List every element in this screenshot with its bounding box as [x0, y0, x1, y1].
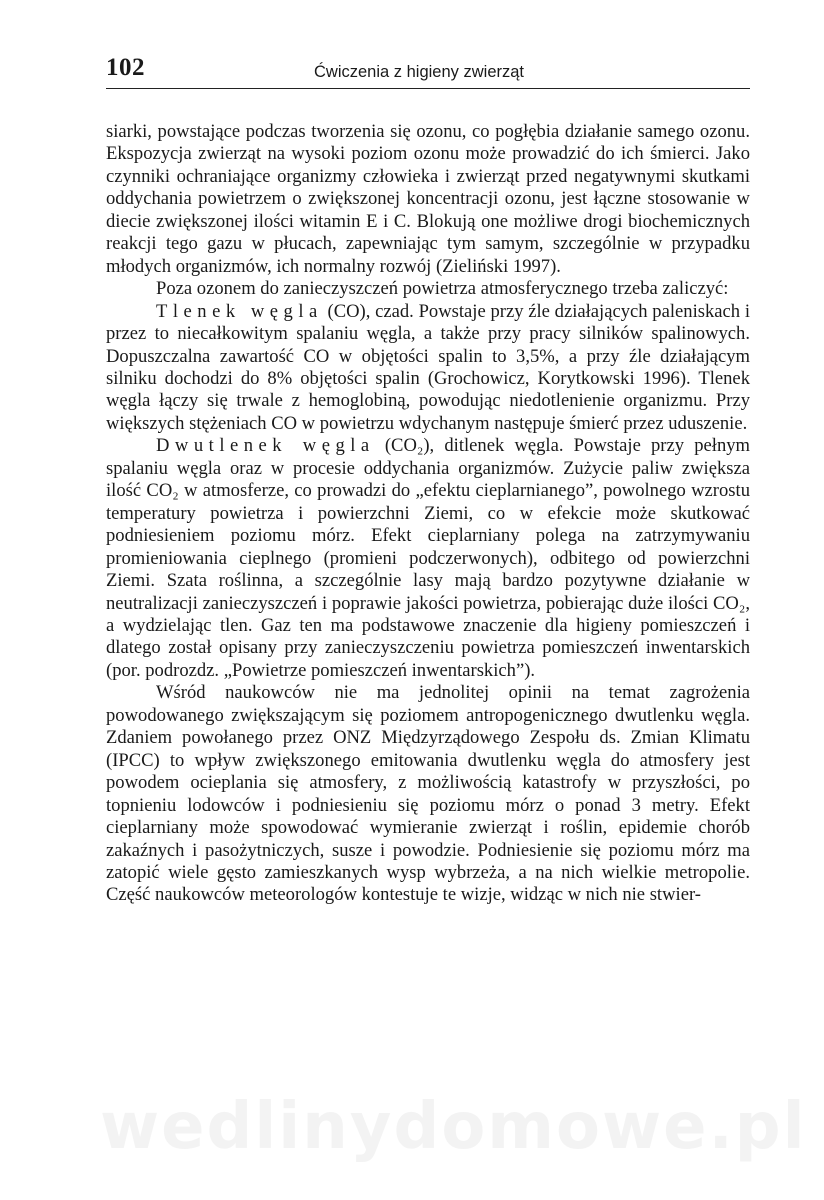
- paragraph-carbon-dioxide: [106, 435, 750, 682]
- term-carbon-monoxide: Tlenek węgla: [156, 300, 323, 322]
- page-header: [106, 52, 750, 92]
- paragraph-carbon-monoxide: [106, 301, 750, 436]
- running-title: Ćwiczenia z higieny zwierząt: [314, 63, 524, 81]
- header-rule: [106, 88, 750, 89]
- paragraph-ozone-continuation: siarki, powstające podczas tworzenia się ozonu, co pogłębia działanie samego ozonu. Ekspozycja zwierząt na wysoki poziom ozonu może prowadzić do ich śmierci. Jako czynniki ochraniające organizmy człowieka i zwierząt przed negatywnymi skutkami oddychania powietrzem o zwiększonej koncentracji ozonu, jest łączne stosowanie w diecie zwiększonej ilości witamin E i C. Blokują one możliwe drogi biochemicznych reakcji tego gazu w płucach, zapewniając tym samym, szczególnie w przypadku młodych organizmów, ich normalny rozwój (Zieliński 1997).: [106, 121, 750, 277]
- watermark: wedlinydomowe.pl: [100, 1090, 807, 1164]
- page-number: 102: [106, 54, 145, 81]
- body-text: [106, 121, 750, 907]
- carbon-dioxide-text: (CO₂), ditlenek węgla. Powstaje przy pełnym spalaniu węgla oraz w procesie oddychania organizmów. Zużycie paliw zwiększa ilość CO₂ w atmosferze, co prowadzi do „efektu cieplarnianego”, powolnego wzrostu temperatury powietrza i powierzchni Ziemi, co w efekcie może skutkować podniesieniem poziomu mórz. Efekt cieplarniany polega na zatrzymywaniu promieniowania cieplnego (promieni podczerwonych), odbitego od powierzchni Ziemi. Szata roślinna, a szczególnie lasy mają bardzo pozytywne działanie w neutralizacji zanieczyszczeń i poprawie jakości powietrza, pobierając duże ilości CO₂, a wydzielając tlen. Gaz ten ma podstawowe znaczenie dla higieny pomieszczeń i dlatego został opisany przy zanieczyszczeniu powietrza pomieszczeń inwentarskich (por. podrozdz. „Powietrze pomieszczeń inwentarskich”).: [106, 435, 750, 681]
- paragraph-other-pollutants: Poza ozonem do zanieczyszczeń powietrza atmosferycznego trzeba zaliczyć:: [156, 278, 729, 300]
- paragraph-greenhouse-debate: Wśród naukowców nie ma jednolitej opinii na temat zagrożenia powodowanego zwiększającym się poziomem antropogenicznego dwutlenku węgla. Zdaniem powołanego przez ONZ Międzyrządowego Zespołu ds. Zmian Klimatu (IPCC) to wpływ zwiększonego emitowania dwutlenku węgla do atmosfery jest powodem ocieplania się atmosfery, z możliwością katastrofy w przyszłości, po topnieniu lodowców i podniesieniu się poziomu mórz o ponad 3 metry. Efekt cieplarniany może spowodować wymieranie zwierząt i roślin, epidemie chorób zakaźnych i pasożytniczych, susze i powodzie. Podniesienie się poziomu mórz ma zatopić wiele gęsto zamieszkanych wysp wybrzeża, a na nich wielkie metropolie. Część naukowców meteorologów kontestuje te wizje, widząc w nich nie stwier-: [106, 682, 750, 906]
- term-carbon-dioxide: Dwutlenek węgla: [156, 435, 375, 457]
- carbon-monoxide-text: (CO), czad. Powstaje przy źle działających paleniskach i przez to niecałkowitym spalaniu węgla, a także przy pracy silników spalinowych. Dopuszczalna zawartość CO w objętości spalin to 3,5%, a przy źle działającym silniku dochodzi do 8% objętości spalin (Grochowicz, Korytkowski 1996). Tlenek węgla łączy się trwale z hemoglobiną, powodując niedotlenienie organizmu. Przy większych stężeniach CO w powietrzu wdychanym następuje śmierć przez uduszenie.: [106, 300, 750, 434]
